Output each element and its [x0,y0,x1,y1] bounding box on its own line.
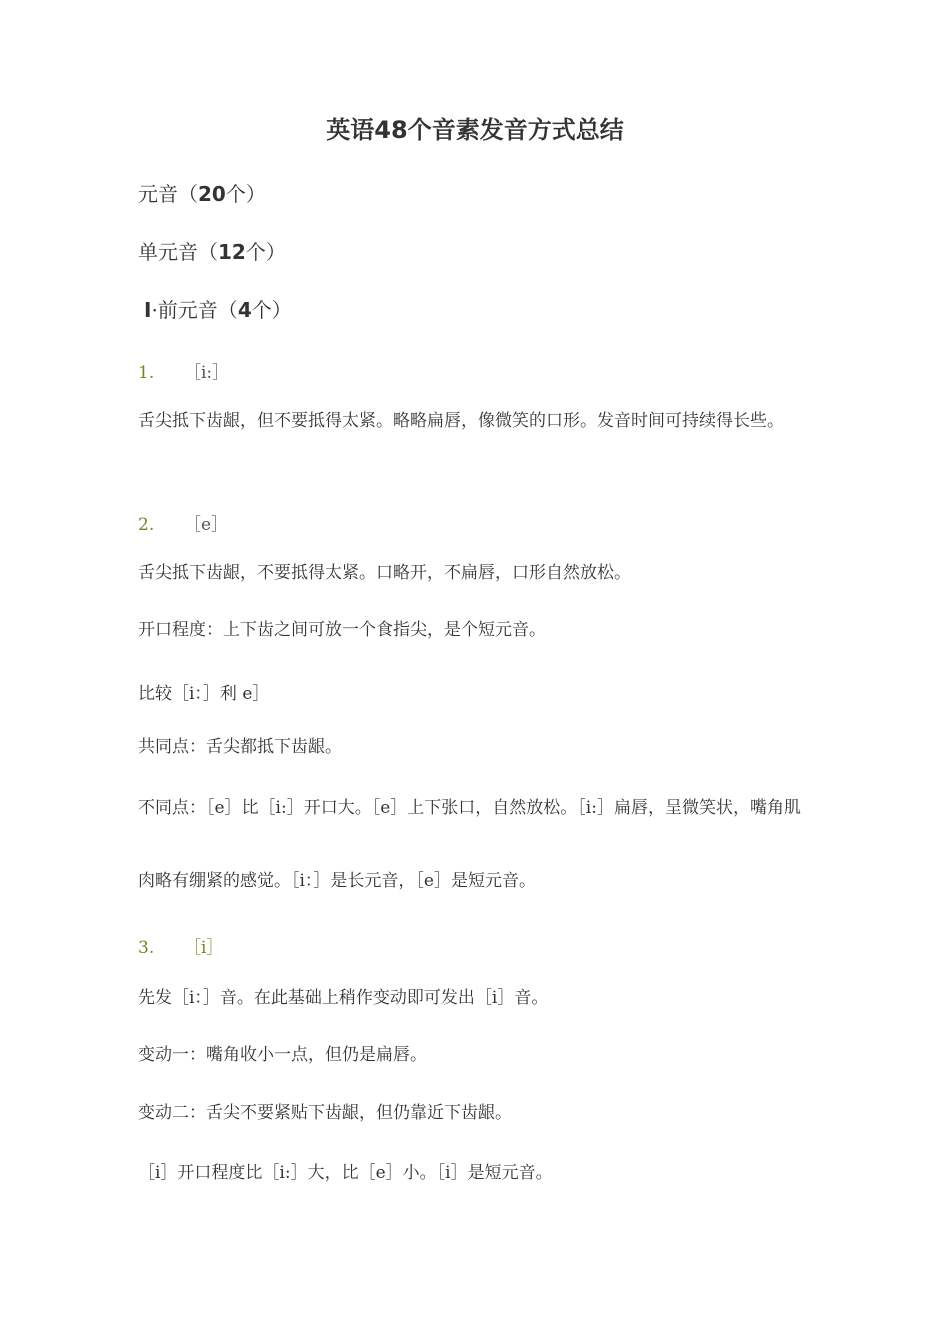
phoneme-label: ［e］ [184,515,229,535]
heading-vowels-count: 20 [198,182,226,206]
heading-mono-prefix: 单元音（ [138,240,218,264]
paragraph: 舌尖抵下齿龈，但不要抵得太紧。略略扁唇，像微笑的口形。发音时间可持续得长些。 [138,411,784,431]
list-number: 1. [138,363,155,383]
paragraph: 舌尖抵下齿龈，不要抵得太紧。口略开，不扁唇，口形自然放松。 [138,563,631,583]
list-item [138,510,228,535]
paragraph: 肉略有绷紧的感觉。［i：］是长元音，［e］是短元音。 [138,871,536,891]
heading-mono-suffix: 个） [245,240,286,264]
document-title: 英语48个音素发音方式总结 [326,116,624,144]
list-item [138,358,229,383]
heading-vowels-suffix: 个） [225,182,266,206]
heading-front-suffix: 个） [251,298,292,322]
heading-vowels [138,178,266,207]
heading-vowels-prefix: 元音（ [138,182,198,206]
paragraph: 变动一：嘴角收小一点，但仍是扁唇。 [138,1045,427,1065]
phoneme-label: ［i］ [184,938,224,958]
heading-front-vowels [144,294,292,323]
paragraph: 先发［i：］音。在此基础上稍作变动即可发出［i］音。 [138,988,549,1008]
phoneme-label: ［i:］ [184,363,230,383]
paragraph: ［i］开口程度比［i:］大，比［e］小。［i］是短元音。 [138,1163,553,1183]
heading-monophthongs [138,236,286,265]
list-item [138,933,223,958]
heading-mono-count: 12 [218,240,246,264]
list-number: 2. [138,515,155,535]
paragraph: 变动二：舌尖不要紧贴下齿龈，但仍靠近下齿龈。 [138,1103,512,1123]
paragraph: 开口程度：上下齿之间可放一个食指尖，是个短元音。 [138,620,546,640]
list-number: 3. [138,938,155,958]
heading-front-count: 4 [237,298,252,322]
paragraph: 不同点：［e］比［i:］开口大。［e］上下张口，自然放松。［i:］扁唇，呈微笑状，嘴角肌 [138,798,801,818]
paragraph: 比较［i：］利 e］ [138,684,270,704]
heading-front-roman: I [144,298,152,322]
heading-front-prefix: ·前元音（ [151,298,238,322]
paragraph: 共同点：舌尖都抵下齿龈。 [138,737,342,757]
